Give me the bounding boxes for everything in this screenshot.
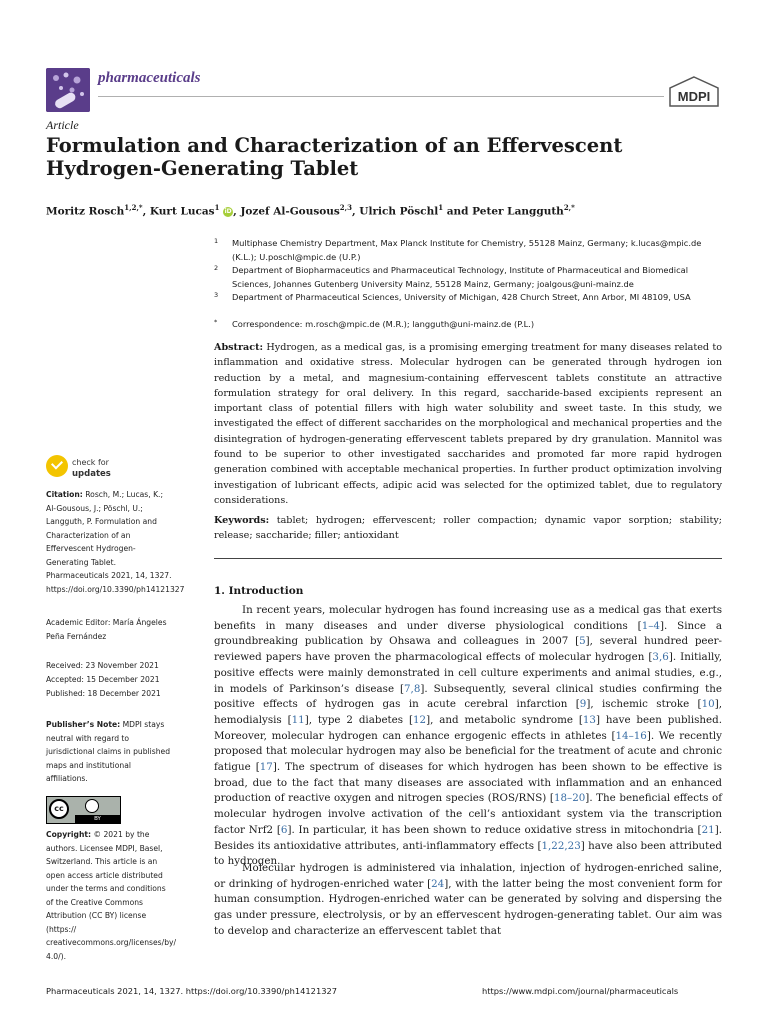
affiliation-text: Correspondence: m.rosch@mpic.de (M.R.); langguth@uni-mainz.de (P.L.) — [232, 319, 535, 329]
intro-text-run: Molecular hydrogen is administered via inhalation, injection of hydrogen-enriched saline, or drinking of hydrogen-enriched water [ — [214, 862, 722, 890]
intro-text-run: ]. We recently proposed that molecular hydrogen may also be beneficial for the treatment of acute and chronic fatigue [ — [214, 729, 722, 774]
cc-icon-text: cc — [49, 799, 69, 819]
abstract-label: Abstract: — [214, 342, 264, 353]
check-updates-line1: check for — [72, 458, 109, 467]
intro-text-run: ], and metabolic syndrome [ — [426, 713, 583, 726]
header-divider — [98, 96, 664, 97]
citation-reference-link[interactable]: 6 — [280, 823, 288, 836]
author-affiliation-marker: 1 — [438, 203, 444, 212]
citation-text: Rosch, M.; Lucas, K.; Al-Gousous, J.; Pöschl, U.; Langguth, P. Formulation and Characterization of an Effervescent Hydrogen-Generating Tablet. Pharmaceuticals 2021, 14, 1327. https://doi.org/10.3390/ph14121327 — [46, 490, 185, 594]
received-date: Received: 23 November 2021 — [46, 661, 159, 670]
copyright-label: Copyright: — [46, 830, 92, 839]
affiliation-number: 1 — [214, 237, 219, 245]
intro-text-run: ]. In particular, it has been shown to reduce oxidative stress in mitochondria [ — [287, 823, 702, 836]
affiliation-text: Department of Pharmaceutical Sciences, University of Michigan, 428 Church Street, Ann Arbor, MI 48109, USA — [232, 292, 691, 302]
citation-label: Citation: — [46, 490, 83, 499]
intro-text-run: ], several hundred peer-reviewed papers have proven the pharmacological effects of molecular hydrogen [ — [214, 635, 722, 664]
intro-text-run: ] have also been attributed to hydrogen. — [214, 839, 722, 868]
journal-logo-icon — [46, 68, 90, 112]
article-title: Formulation and Characterization of an Effervescent Hydrogen-Generating Tablet — [46, 134, 623, 180]
intro-text-run: ]. Besides its antioxidative attributes, anti-inflammatory effects [ — [214, 823, 722, 852]
author-name: Jozef Al-Gousous — [240, 205, 340, 218]
author-separator: , — [351, 205, 360, 218]
published-date: Published: 18 December 2021 — [46, 689, 161, 698]
affiliation-number: 2 — [214, 264, 219, 272]
check-updates-line2: updates — [72, 469, 111, 479]
citation-reference-link[interactable]: 1–4 — [641, 619, 660, 632]
keywords-label: Keywords: — [214, 515, 270, 526]
check-for-updates-icon — [46, 455, 68, 477]
author-conjunction: and — [443, 205, 473, 218]
orcid-icon[interactable]: iD — [224, 207, 232, 215]
footer-citation: Pharmaceuticals 2021, 14, 1327. https://doi.org/10.3390/ph14121327 — [46, 986, 338, 996]
intro-paragraph — [214, 603, 722, 870]
academic-editor: Academic Editor: María Ángeles Peña Fernández — [46, 618, 167, 641]
author-list — [46, 203, 706, 218]
intro-text-run: ], hemodialysis [ — [214, 698, 722, 726]
citation-reference-link[interactable]: 12 — [412, 713, 427, 726]
copyright-text: © 2021 by the authors. Licensee MDPI, Basel, Switzerland. This article is an open access article distributed under the terms and conditions of the Creative Commons Attribution (CC BY) license (https:// creativecommons.org/licenses/by/ 4.0/). — [46, 830, 177, 961]
affiliation-item — [214, 291, 724, 305]
citation-reference-link[interactable]: 1,22,23 — [541, 839, 581, 852]
author-name: Moritz Rosch — [46, 205, 125, 218]
author-separator: , — [233, 205, 241, 218]
journal-name: pharmaceuticals — [98, 70, 201, 86]
footer-journal-url[interactable]: https://www.mdpi.com/journal/pharmaceuticals — [482, 986, 679, 996]
author-affiliation-marker: 1,2,* — [124, 203, 143, 212]
cc-by-label: BY — [75, 815, 120, 823]
citation-reference-link[interactable]: 9 — [579, 698, 587, 711]
intro-text-run: ], ischemic stroke [ — [586, 698, 702, 711]
affiliation-item — [214, 237, 724, 264]
affiliation-number: * — [214, 318, 218, 326]
citation-reference-link[interactable]: 21 — [701, 823, 715, 836]
person-icon — [85, 799, 99, 813]
affiliation-text: Department of Biopharmaceutics and Pharmaceutical Technology, Institute of Pharmaceutical and Biomedical Sciences, Johannes Gutenberg University Mainz, 55128 Mainz, Germany; joalgous@uni-mainz.de — [232, 265, 689, 289]
intro-text-run: ], with the latter being the most convenient form for human consumption. Hydrogen-enriched water can be generated by solving and dispersing the gas under pressure, electrolysis, or by an effervescent hydrogen-generating tablet. Our aim was to develop and characterize an effervescent tablet that — [214, 877, 722, 937]
section-heading: 1. Introduction — [214, 585, 304, 597]
abstract — [214, 340, 722, 508]
abstract-divider — [214, 558, 722, 559]
copyright-block — [46, 828, 177, 963]
citation-reference-link[interactable]: 5 — [579, 635, 586, 648]
publisher-note-label: Publisher’s Note: — [46, 720, 121, 729]
author-name: Ulrich Pöschl — [359, 205, 439, 218]
check-for-updates-button[interactable] — [46, 455, 156, 481]
keywords-text: tablet; hydrogen; effervescent; roller compaction; dynamic vapor sorption; stability; release; saccharide; filler; antioxidant — [214, 515, 722, 542]
intro-text-run: ]. Initially, positive effects were mainly demonstrated in cell culture experiments and animal studies, e.g., in models of Parkinson’s disease [ — [214, 651, 722, 695]
citation-reference-link[interactable]: 3,6 — [652, 651, 669, 664]
citation-reference-link[interactable]: 7,8 — [404, 682, 421, 695]
affiliation-item — [214, 264, 724, 291]
author-separator: , — [142, 205, 150, 218]
author-affiliation-marker: 1 — [214, 203, 220, 212]
keywords — [214, 513, 722, 544]
mdpi-logo-icon — [666, 76, 722, 110]
intro-text-run: ] have been published. Moreover, molecular hydrogen can enhance ergogenic effects in athletes [ — [214, 713, 722, 742]
citation-reference-link[interactable]: 17 — [259, 761, 273, 774]
affiliation-number: 3 — [214, 291, 219, 299]
intro-text-run: ]. Since a groundbreaking publication by Ohsawa and colleagues in 2007 [ — [214, 619, 722, 648]
citation-reference-link[interactable]: 11 — [291, 713, 305, 726]
author-affiliation-marker: 2,3 — [339, 203, 352, 212]
abstract-text: Hydrogen, as a medical gas, is a promising emerging treatment for many diseases related to inflammation and oxidative stress. Molecular hydrogen can be generated through hydrogen ion reduction by a metal, and magnesium-containing effervescent tablets constitute an attractive formulation strategy for oral delivery. In this regard, saccharide-based excipients represent an important class of potential fillers with high water solubility and sweet taste. In this study, we investigated the effect of different saccharides on the morphological and mechanical properties and the disintegration of hydrogen-generating effervescent tablets prepared by dry granulation. Mannitol was found to be superior to other investigated saccharides and promoted far more rapid hydrogen generation combined with acceptable mechanical properties. In further product optimization involving investigation of lubricant effects, adipic acid was selected for the optimized tablet, due to regulatory considerations. — [214, 342, 722, 506]
intro-text-run: ]. Subsequently, several clinical studies confirming the positive effects of hydrogen gas in acute cerebral infarction [ — [214, 682, 723, 711]
mdpi-logo-text: MDPI — [677, 89, 711, 104]
intro-text-run: ]. The beneficial effects of molecular hydrogen involve activation of the cell’s antioxidant system via the transcription factor Nrf2 [ — [214, 792, 723, 836]
publisher-note-text: MDPI stays neutral with regard to jurisdictional claims in published maps and institutional affiliations. — [46, 720, 171, 783]
intro-text-run: ]. The spectrum of diseases for which hydrogen has been shown to be effective is broad, due to the fact that many diseases are associated with inflammation and an enhanced production of reactive oxygen and nitrogen species (ROS/RNS) [ — [214, 761, 722, 805]
citation-reference-link[interactable]: 10 — [701, 698, 715, 711]
citation-reference-link[interactable]: 24 — [431, 877, 445, 890]
accepted-date: Accepted: 15 December 2021 — [46, 675, 160, 684]
author-name: Peter Langguth — [472, 205, 564, 218]
intro-text-run: In recent years, molecular hydrogen has found increasing use as a medical gas that exerts benefits in many diseases and under diverse physiological conditions [ — [214, 604, 722, 632]
affiliation-text: Multiphase Chemistry Department, Max Planck Institute for Chemistry, 55128 Mainz, Germany; k.lucas@mpic.de (K.L.); U.poschl@mpic.de (U.P.) — [232, 238, 702, 262]
intro-text-run: ], type 2 diabetes [ — [304, 713, 413, 726]
citation-block — [46, 488, 185, 596]
affiliation-item — [214, 318, 724, 332]
citation-reference-link[interactable]: 13 — [582, 713, 596, 726]
author-affiliation-marker: 2,* — [563, 203, 575, 212]
citation-reference-link[interactable]: 14–16 — [615, 729, 647, 742]
publisher-note — [46, 718, 174, 786]
author-name: Kurt Lucas — [149, 205, 215, 218]
cc-by-icon[interactable] — [46, 796, 121, 824]
citation-reference-link[interactable]: 18–20 — [553, 792, 586, 805]
article-type: Article — [46, 118, 79, 132]
intro-paragraph — [214, 861, 722, 940]
